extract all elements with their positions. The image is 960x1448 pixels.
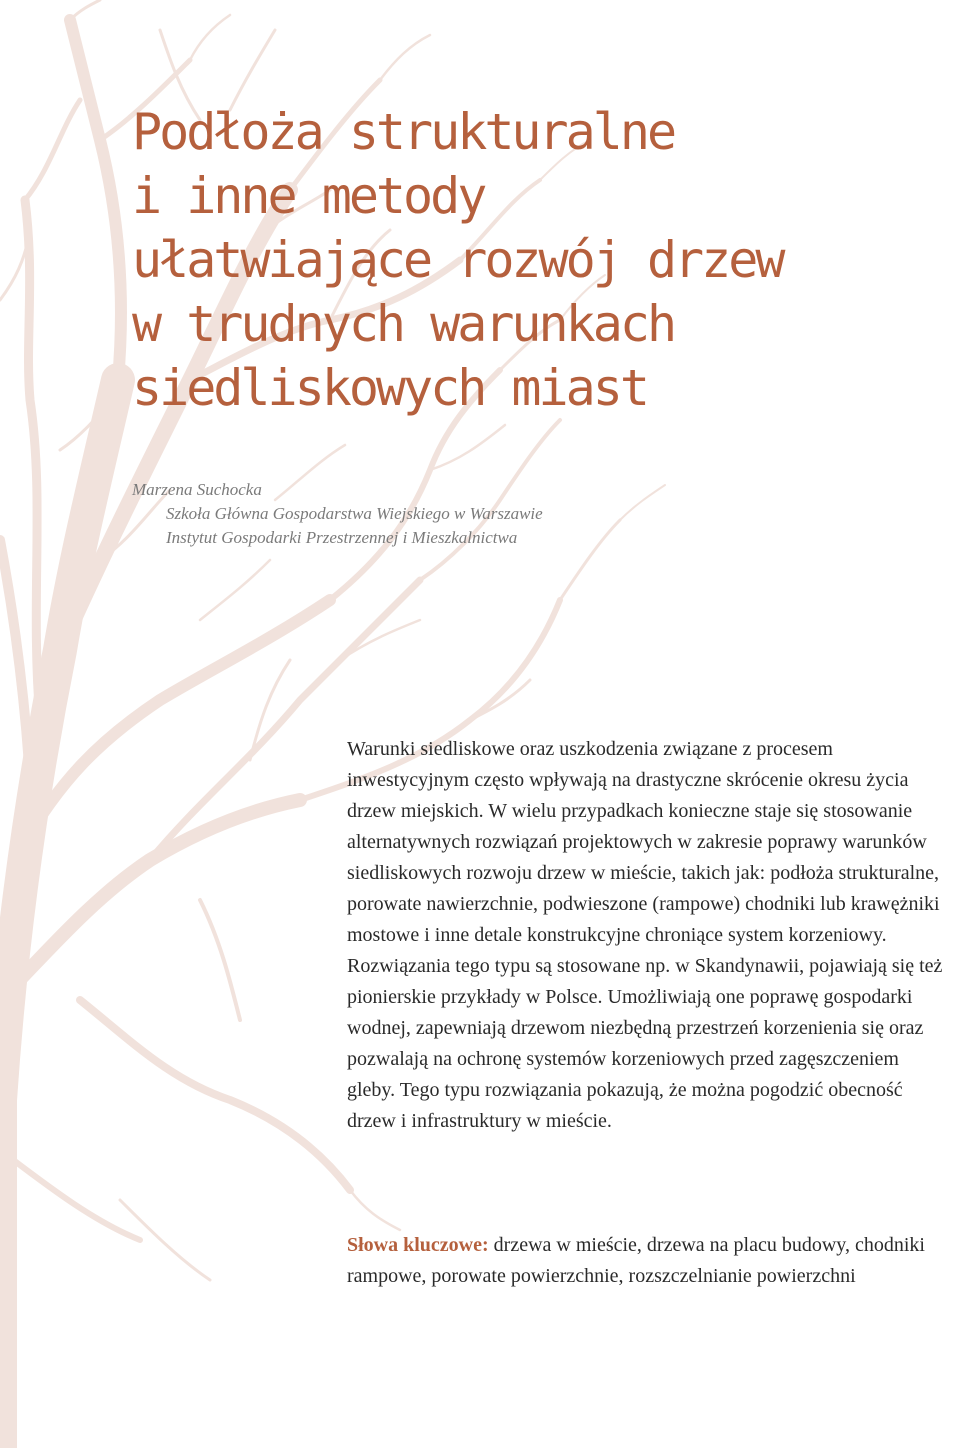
title-line-2: i inne metody [132, 167, 485, 225]
keywords-list: drzewa w mieście, drzewa na placu budowy, chodniki rampowe, porowate powierzchnie, rozszczelnianie powierzchni [347, 1234, 925, 1287]
title-line-1: Podłoża strukturalne [132, 103, 675, 161]
author-name: Marzena Suchocka [132, 480, 262, 499]
paper-title [132, 100, 952, 420]
title-line-3: ułatwiające rozwój drzew [132, 231, 783, 289]
abstract-text: Warunki siedliskowe oraz uszkodzenia związane z procesem inwestycyjnym często wpływają na drastyczne skrócenie okresu życia drzew miejskich. W wielu przypadkach konieczne staje się stosowanie alternatywnych rozwiązań projektowych w zakresie poprawy warunków siedliskowych rozwoju drzew w mieście, takich jak: podłoża strukturalne, porowate nawierzchnie, podwieszone (rampowe) chodniki lub krawężniki mostowe i inne detale konstrukcyjne chroniące system korzeniowy. Rozwiązania tego typu są stosowane np. w Skandynawii, pojawiają się też pionierskie przykłady w Polsce. Umożliwiają one poprawę gospodarki wodnej, zapewniają drzewom niezbędną przestrzeń korzenienia się oraz pozwalają na ochronę systemów korzeniowych przed zagęszczeniem gleby. Tego typu rozwiązania pokazują, że można pogodzić obecność drzew i infrastruktury w mieście. [347, 738, 943, 1132]
author-affiliation-block [132, 478, 543, 550]
institution-university: Szkoła Główna Gospodarstwa Wiejskiego w Warszawie [166, 504, 543, 523]
keywords-block [347, 1230, 947, 1292]
title-line-5: siedliskowych miast [132, 359, 647, 417]
institution-institute: Instytut Gospodarki Przestrzennej i Mieszkalnictwa [166, 528, 518, 547]
keywords-label: Słowa kluczowe: [347, 1234, 489, 1256]
title-line-4: w trudnych warunkach [132, 295, 675, 353]
